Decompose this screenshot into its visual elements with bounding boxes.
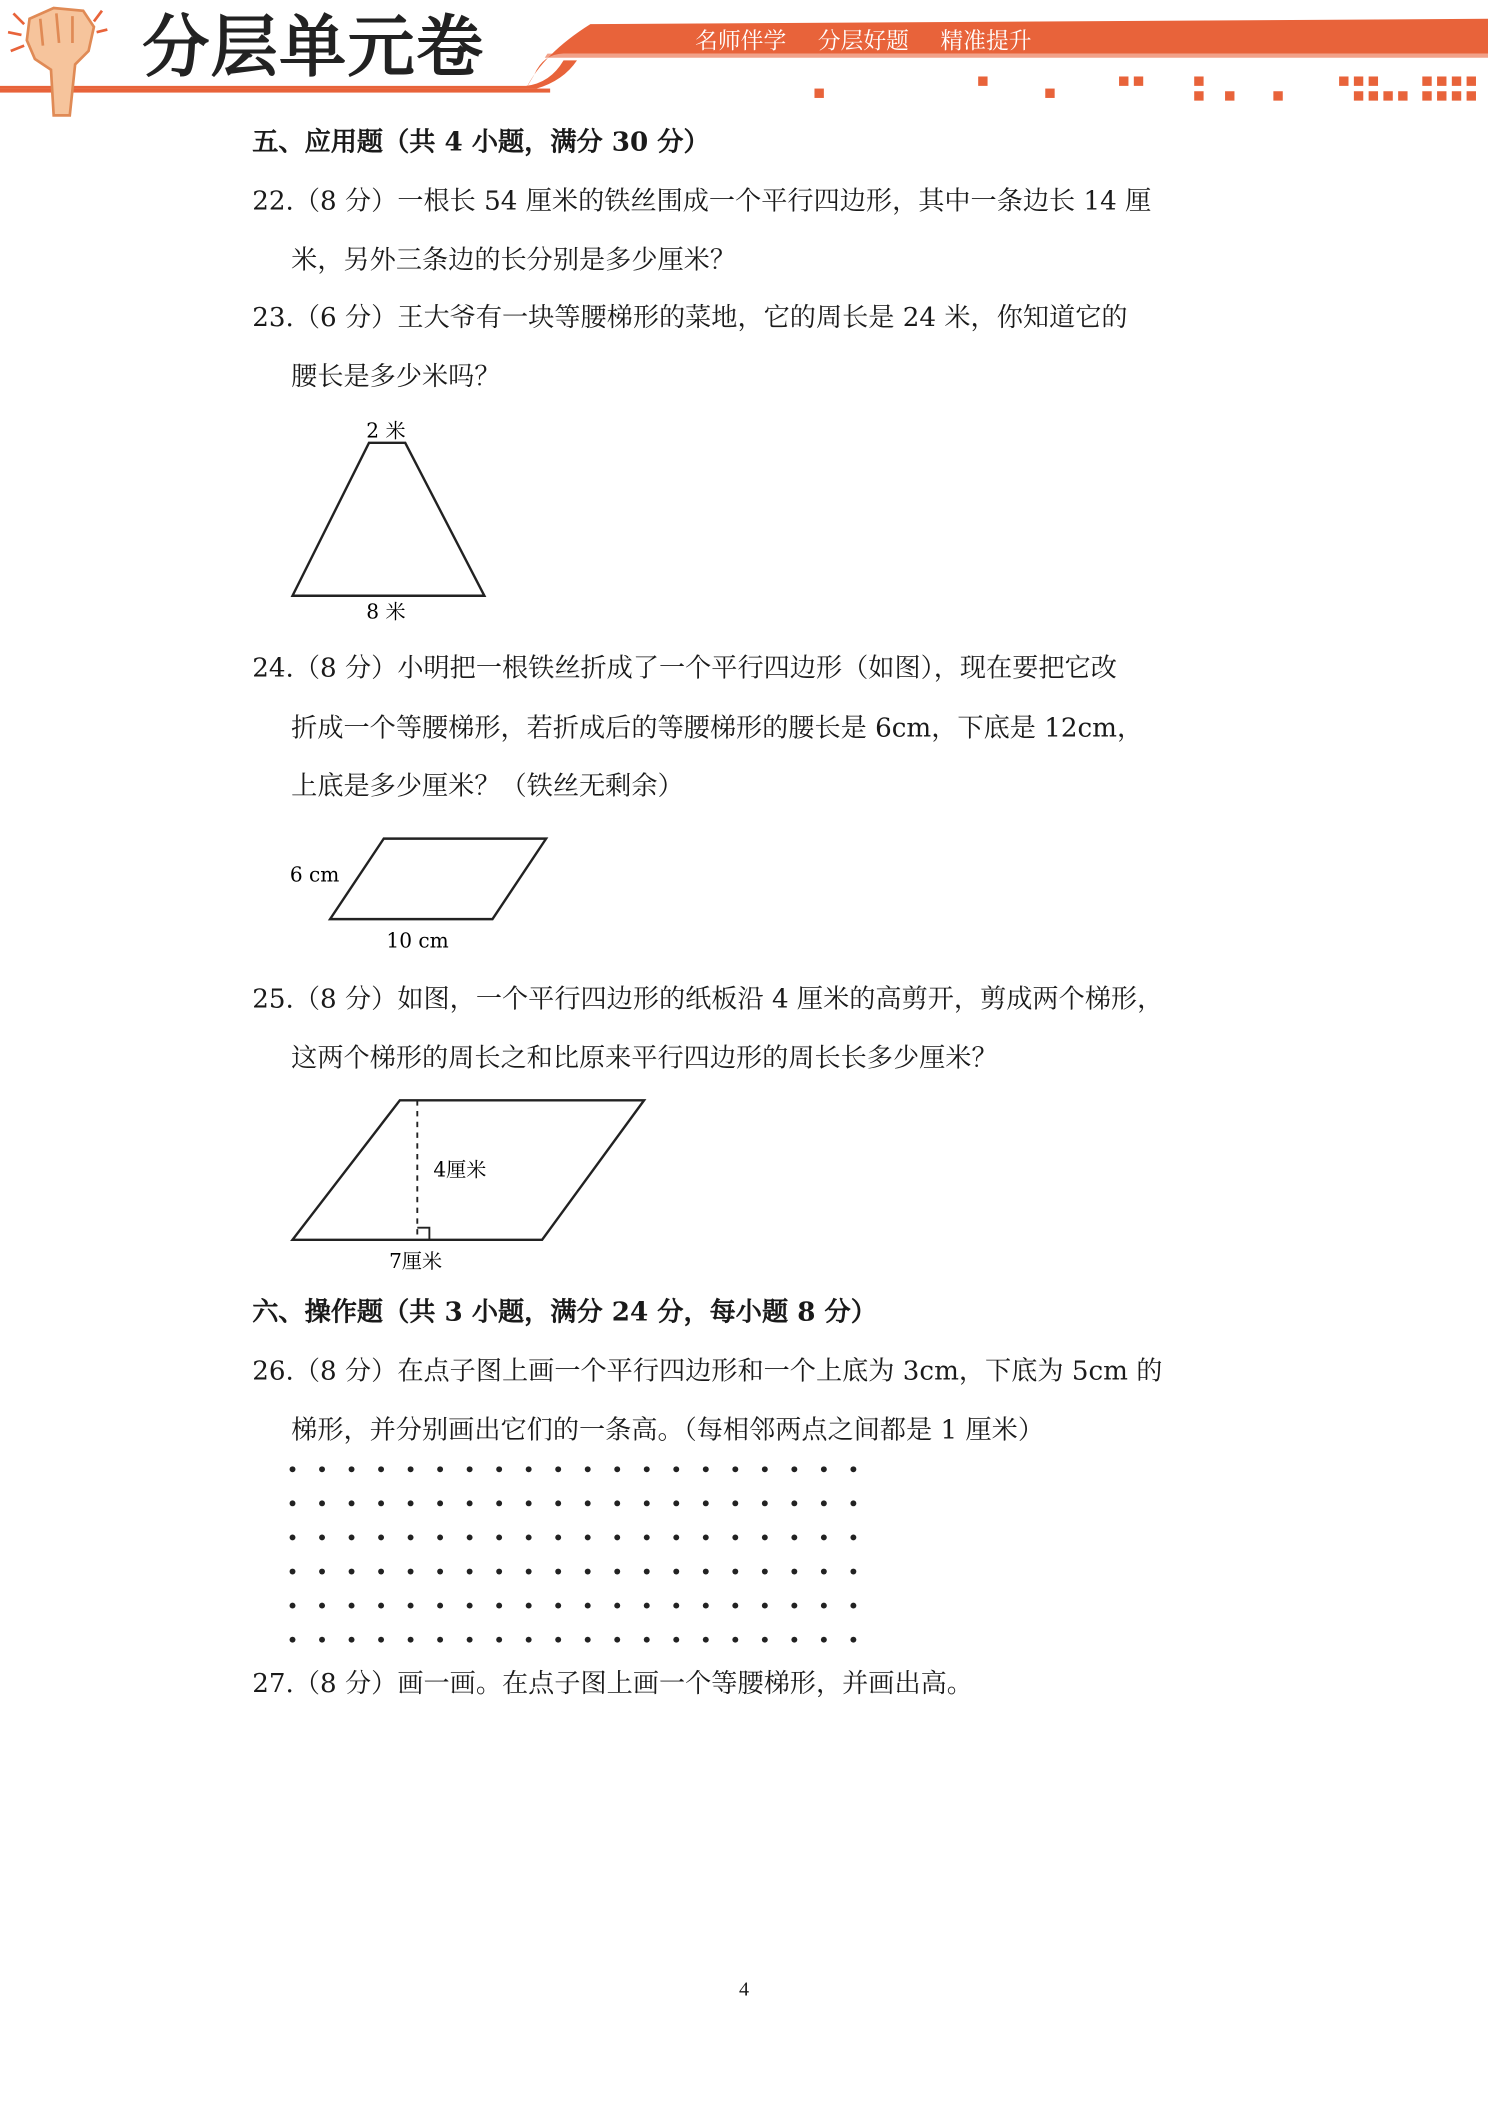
question-24-line-2: 折成一个等腰梯形，若折成后的等腰梯形的腰长是 6cm，下底是 12cm，: [291, 712, 1144, 744]
grid-dot: [703, 1466, 709, 1472]
parallelogram-bottom-label: 10 cm: [386, 928, 449, 953]
grid-dot: [791, 1466, 797, 1472]
grid-dot: [850, 1569, 856, 1575]
dot-grid: [282, 1457, 872, 1653]
grid-dot: [496, 1466, 502, 1472]
question-22-line-1: 22.（8 分）一根长 54 厘米的铁丝围成一个平行四边形，其中一条边长 14 厘: [252, 185, 1152, 217]
grid-dot: [378, 1569, 384, 1575]
grid-dot: [732, 1534, 738, 1540]
grid-dot: [673, 1637, 679, 1643]
grid-dot: [585, 1569, 591, 1575]
grid-dot: [555, 1466, 561, 1472]
grid-dot: [585, 1637, 591, 1643]
question-27-line-1: 27.（8 分）画一画。在点子图上画一个等腰梯形，并画出高。: [252, 1667, 973, 1699]
grid-dot: [762, 1500, 768, 1506]
grid-dot: [319, 1637, 325, 1643]
grid-dot: [762, 1466, 768, 1472]
grid-dot: [467, 1500, 473, 1506]
grid-dot: [555, 1569, 561, 1575]
grid-dot: [821, 1534, 827, 1540]
page-header: [0, 0, 1488, 127]
grid-dot: [408, 1500, 414, 1506]
grid-dot: [496, 1500, 502, 1506]
decorative-squares: [814, 76, 1476, 100]
grid-dot: [319, 1534, 325, 1540]
grid-dot: [319, 1569, 325, 1575]
height-label: 4厘米: [433, 1157, 487, 1182]
grid-dot: [319, 1500, 325, 1506]
grid-dot: [850, 1603, 856, 1609]
grid-dot: [526, 1466, 532, 1472]
base-label: 7厘米: [389, 1249, 443, 1274]
grid-dot: [762, 1637, 768, 1643]
question-23-line-1: 23.（6 分）王大爷有一块等腰梯形的菜地，它的周长是 24 米，你知道它的: [252, 301, 1128, 333]
grid-dot: [408, 1534, 414, 1540]
grid-dot: [408, 1603, 414, 1609]
grid-dot: [437, 1466, 443, 1472]
grid-dot: [290, 1500, 296, 1506]
grid-dot: [437, 1534, 443, 1540]
grid-dot: [496, 1637, 502, 1643]
grid-dot: [408, 1569, 414, 1575]
parallelogram-figure-24: [282, 825, 564, 959]
question-25-line-2: 这两个梯形的周长之和比原来平行四边形的周长长多少厘米？: [291, 1042, 998, 1074]
question-22-line-2: 米，另外三条边的长分别是多少厘米？: [291, 244, 736, 276]
trapezoid-figure: [275, 413, 510, 628]
grid-dot: [585, 1534, 591, 1540]
grid-dot: [526, 1569, 532, 1575]
grid-dot: [614, 1569, 620, 1575]
grid-dot: [349, 1569, 355, 1575]
question-26-line-2: 梯形，并分别画出它们的一条高。（每相邻两点之间都是 1 厘米）: [291, 1414, 1045, 1446]
grid-dot: [850, 1466, 856, 1472]
grid-dot: [467, 1603, 473, 1609]
grid-dot: [290, 1466, 296, 1472]
grid-dot: [791, 1500, 797, 1506]
grid-dot: [526, 1534, 532, 1540]
grid-dot: [703, 1637, 709, 1643]
slogan-3: 精准提升: [940, 28, 1032, 56]
grid-dot: [349, 1500, 355, 1506]
grid-dot: [791, 1603, 797, 1609]
question-25-line-1: 25.（8 分）如图，一个平行四边形的纸板沿 4 厘米的高剪开，剪成两个梯形，: [252, 983, 1164, 1015]
grid-dot: [437, 1569, 443, 1575]
grid-dot: [762, 1534, 768, 1540]
grid-dot: [703, 1500, 709, 1506]
grid-dot: [644, 1466, 650, 1472]
brand-title: 分层单元卷: [142, 8, 485, 86]
grid-dot: [290, 1603, 296, 1609]
parallelogram-figure-25: [282, 1090, 658, 1281]
grid-dot: [614, 1603, 620, 1609]
grid-dot: [378, 1466, 384, 1472]
grid-dot: [644, 1637, 650, 1643]
question-24-line-3: 上底是多少厘米？（铁丝无剩余）: [291, 770, 684, 802]
question-26-line-1: 26.（8 分）在点子图上画一个平行四边形和一个上底为 3cm，下底为 5cm 的: [252, 1355, 1163, 1387]
grid-dot: [791, 1534, 797, 1540]
grid-dot: [555, 1637, 561, 1643]
grid-dot: [437, 1500, 443, 1506]
grid-dot: [555, 1603, 561, 1609]
grid-dot: [673, 1500, 679, 1506]
grid-dot: [732, 1569, 738, 1575]
question-23-line-2: 腰长是多少米吗？: [291, 360, 501, 392]
grid-dot: [850, 1500, 856, 1506]
grid-dot: [408, 1466, 414, 1472]
grid-dot: [762, 1569, 768, 1575]
grid-dot: [703, 1569, 709, 1575]
grid-dot: [349, 1466, 355, 1472]
grid-dot: [614, 1500, 620, 1506]
grid-dot: [821, 1500, 827, 1506]
grid-dot: [791, 1569, 797, 1575]
grid-dot: [526, 1637, 532, 1643]
grid-dot: [585, 1603, 591, 1609]
grid-dot: [496, 1534, 502, 1540]
grid-dot: [821, 1637, 827, 1643]
grid-dot: [378, 1637, 384, 1643]
grid-dot: [614, 1534, 620, 1540]
grid-dot: [644, 1569, 650, 1575]
grid-dot: [614, 1466, 620, 1472]
grid-dot: [290, 1534, 296, 1540]
grid-dot: [673, 1603, 679, 1609]
grid-dot: [290, 1569, 296, 1575]
slogan-2: 分层好题: [817, 28, 909, 56]
grid-dot: [319, 1466, 325, 1472]
grid-dot: [467, 1637, 473, 1643]
grid-dot: [526, 1603, 532, 1609]
section-title-operation: 六、操作题（共 3 小题，满分 24 分，每小题 8 分）: [252, 1296, 877, 1328]
grid-dot: [644, 1603, 650, 1609]
grid-dot: [555, 1500, 561, 1506]
grid-dot: [378, 1534, 384, 1540]
grid-dot: [732, 1637, 738, 1643]
grid-dot: [349, 1534, 355, 1540]
header-slogans: [695, 21, 1056, 55]
slogan-1: 名师伴学: [695, 28, 787, 56]
grid-dot: [850, 1637, 856, 1643]
grid-dot: [319, 1603, 325, 1609]
grid-dot: [703, 1534, 709, 1540]
trapezoid-bottom-label: 8 米: [366, 599, 406, 624]
grid-dot: [732, 1603, 738, 1609]
grid-dot: [555, 1534, 561, 1540]
trapezoid-shape: [293, 443, 485, 596]
grid-dot: [585, 1466, 591, 1472]
grid-dot: [585, 1500, 591, 1506]
grid-dot: [673, 1534, 679, 1540]
grid-dot: [496, 1603, 502, 1609]
grid-dot: [732, 1466, 738, 1472]
grid-dot: [732, 1500, 738, 1506]
grid-dot: [496, 1569, 502, 1575]
grid-dot: [378, 1500, 384, 1506]
grid-dot: [644, 1534, 650, 1540]
grid-dot: [821, 1569, 827, 1575]
fist-logo-icon: [8, 8, 107, 115]
parallelogram-side-label: 6 cm: [289, 862, 340, 887]
trapezoid-top-label: 2 米: [366, 418, 406, 443]
page-number: 4: [738, 1979, 750, 2001]
grid-dot: [378, 1603, 384, 1609]
grid-dot: [437, 1603, 443, 1609]
right-angle-mark: [417, 1228, 429, 1240]
grid-dot: [614, 1637, 620, 1643]
grid-dot: [703, 1603, 709, 1609]
grid-dot: [673, 1569, 679, 1575]
section-title-application: 五、应用题（共 4 小题，满分 30 分）: [252, 126, 710, 157]
grid-dot: [762, 1603, 768, 1609]
grid-dot: [467, 1534, 473, 1540]
grid-dot: [467, 1466, 473, 1472]
grid-dot: [437, 1637, 443, 1643]
grid-dot: [644, 1500, 650, 1506]
grid-dot: [821, 1603, 827, 1609]
grid-dot: [349, 1603, 355, 1609]
grid-dot: [290, 1637, 296, 1643]
parallelogram-shape-24: [330, 839, 546, 920]
question-24-line-1: 24.（8 分）小明把一根铁丝折成了一个平行四边形（如图），现在要把它改: [252, 652, 1117, 683]
grid-dot: [673, 1466, 679, 1472]
grid-dot: [408, 1637, 414, 1643]
grid-dot: [821, 1466, 827, 1472]
grid-dot: [349, 1637, 355, 1643]
grid-dot: [850, 1534, 856, 1540]
grid-dot: [526, 1500, 532, 1506]
grid-dot: [791, 1637, 797, 1643]
grid-dot: [467, 1569, 473, 1575]
